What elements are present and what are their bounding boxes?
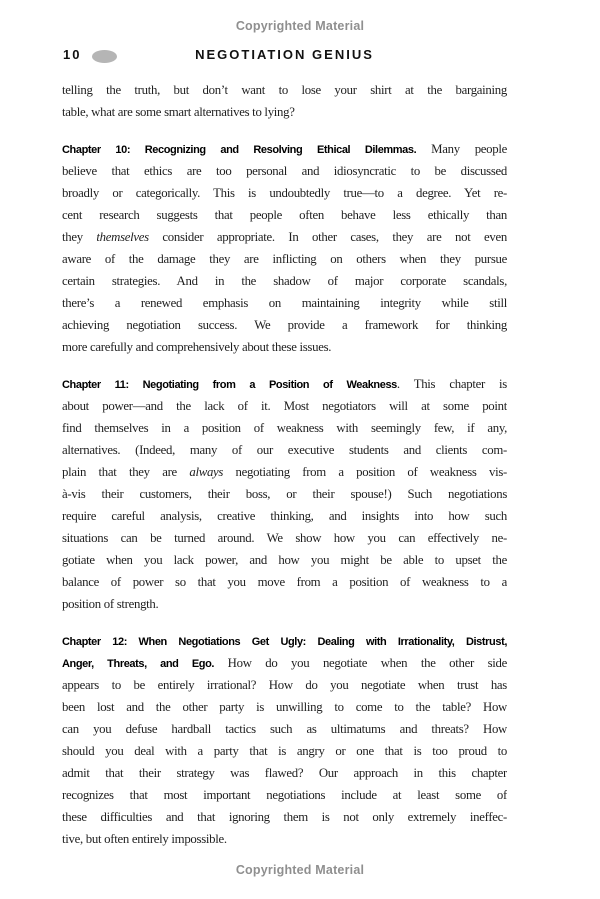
body-text: How do you negotiate when the other side bbox=[214, 656, 507, 670]
chapter-heading-text: Chapter 12: When Negotiations Get Ugly: Dealing with Irrationality, Distrust, bbox=[62, 636, 507, 648]
body-text: . This chapter is bbox=[396, 377, 507, 391]
body-text: alternatives. (Indeed, many of our executive students and clients com- bbox=[62, 443, 507, 457]
body-text: balance of power so that you move from a position of weakness to a bbox=[62, 575, 507, 589]
text-line bbox=[62, 549, 507, 571]
copyright-notice-top: Copyrighted Material bbox=[235, 19, 365, 33]
body-text: recognizes that most important negotiations include at least some of bbox=[62, 788, 507, 802]
body-text: achieving negotiation success. We provide a framework for thinking bbox=[62, 318, 507, 332]
body-text: appears to be entirely irrational? How do you negotiate when trust has bbox=[62, 678, 507, 692]
body-text: believe that ethics are too personal and idiosyncratic to be discussed bbox=[62, 164, 507, 178]
text-line bbox=[62, 740, 507, 762]
text-line bbox=[62, 270, 507, 292]
running-header-title: NEGOTIATION GENIUS bbox=[195, 47, 374, 62]
page-text bbox=[62, 79, 507, 850]
body-text: aware of the damage they are inflicting on others when they pursue bbox=[62, 252, 507, 266]
paragraph bbox=[62, 79, 507, 123]
text-line bbox=[62, 762, 507, 784]
body-text: require careful analysis, creative thinking, and insights into how such bbox=[62, 509, 507, 523]
body-text: telling the truth, but don’t want to lose your shirt at the bargaining bbox=[62, 83, 507, 97]
text-line bbox=[62, 314, 507, 336]
text-line bbox=[62, 226, 507, 248]
text-line bbox=[62, 417, 507, 439]
text-line bbox=[62, 373, 507, 395]
copyright-notice-bottom: Copyrighted Material bbox=[235, 863, 365, 877]
body-text: more carefully and comprehensively about these issues. bbox=[62, 340, 332, 354]
text-line bbox=[62, 395, 507, 417]
body-text: themselves bbox=[96, 230, 149, 244]
paragraph bbox=[62, 138, 507, 358]
body-text: tive, but often entirely impossible. bbox=[62, 832, 227, 846]
body-text: gotiate when you lack power, and how you might be able to upset the bbox=[62, 553, 507, 567]
chapter-heading-text: Chapter 10: Recognizing and Resolving Ethical Dilemmas. bbox=[62, 144, 417, 156]
body-text: à-vis their customers, their boss, or their spouse!) Such negotiations bbox=[62, 487, 507, 501]
body-text: they bbox=[62, 230, 97, 244]
body-text: been lost and the other party is unwilling to come to the table? How bbox=[62, 700, 507, 714]
text-line bbox=[62, 439, 507, 461]
text-line bbox=[62, 593, 507, 615]
body-text: negotiating from a position of weakness vis- bbox=[223, 465, 507, 479]
body-text: position of strength. bbox=[62, 597, 159, 611]
text-line bbox=[62, 630, 507, 652]
body-text: these difficulties and that ignoring them is not only extremely ineffec- bbox=[62, 810, 507, 824]
chapter-heading-text: Anger, Threats, and Ego. bbox=[62, 658, 215, 670]
text-line bbox=[62, 784, 507, 806]
paragraph bbox=[62, 630, 507, 850]
body-text: can you defuse hardball tactics such as ultimatums and threats? How bbox=[62, 722, 507, 736]
text-line bbox=[62, 806, 507, 828]
body-text: cent research suggests that people often behave less ethically than bbox=[62, 208, 507, 222]
text-line bbox=[62, 571, 507, 593]
text-line bbox=[62, 138, 507, 160]
text-line bbox=[62, 182, 507, 204]
text-line bbox=[62, 696, 507, 718]
text-line bbox=[62, 160, 507, 182]
body-text: Many people bbox=[416, 142, 507, 156]
body-text: situations can be turned around. We show how you can effectively ne- bbox=[62, 531, 507, 545]
text-line bbox=[62, 248, 507, 270]
body-text: should you deal with a party that is angry or one that is too proud to bbox=[62, 744, 507, 758]
text-line bbox=[62, 828, 507, 850]
text-line bbox=[62, 336, 507, 358]
paragraph bbox=[62, 373, 507, 615]
text-line bbox=[62, 483, 507, 505]
text-line bbox=[62, 101, 507, 123]
text-line bbox=[62, 461, 507, 483]
body-text: always bbox=[189, 465, 224, 479]
body-text: certain strategies. And in the shadow of major corporate scandals, bbox=[62, 274, 507, 288]
text-line bbox=[62, 674, 507, 696]
body-text: find themselves in a position of weakness with seemingly few, if any, bbox=[62, 421, 507, 435]
page-number: 10 bbox=[63, 47, 82, 62]
text-line bbox=[62, 292, 507, 314]
body-text: about power—and the lack of it. Most negotiators will at some point bbox=[62, 399, 507, 413]
body-text: admit that their strategy was flawed? Our approach in this chapter bbox=[62, 766, 507, 780]
body-text: table, what are some smart alternatives to lying? bbox=[62, 105, 295, 119]
body-text: plain that they are bbox=[62, 465, 190, 479]
body-text: there’s a renewed emphasis on maintaining integrity while still bbox=[62, 296, 507, 310]
text-line bbox=[62, 204, 507, 226]
text-line bbox=[62, 79, 507, 101]
text-line bbox=[62, 718, 507, 740]
body-text: consider appropriate. In other cases, they are not even bbox=[148, 230, 507, 244]
text-line bbox=[62, 652, 507, 674]
text-line bbox=[62, 527, 507, 549]
text-line bbox=[62, 505, 507, 527]
chapter-heading-text: Chapter 11: Negotiating from a Position of Weakness bbox=[62, 379, 397, 391]
body-text: broadly or categorically. This is undoubtedly true—to a degree. Yet re- bbox=[62, 186, 507, 200]
